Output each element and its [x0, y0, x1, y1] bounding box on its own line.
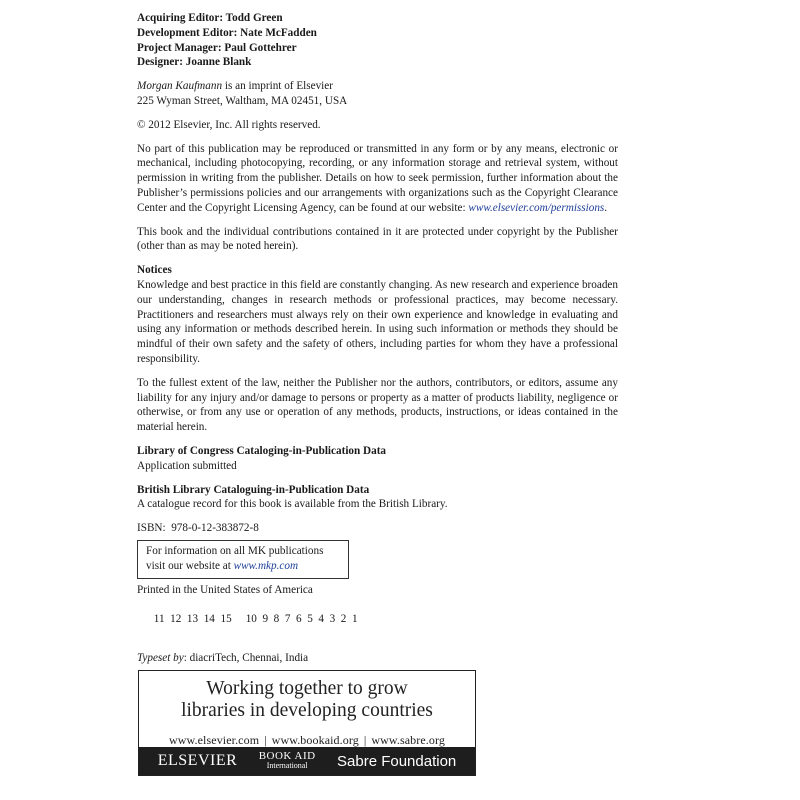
credit-project-manager: Project Manager: Paul Gottehrer: [137, 41, 297, 54]
typeset-text: : diacriTech, Chennai, India: [183, 651, 309, 664]
credit-acquiring-editor: Acquiring Editor: Todd Green: [137, 12, 283, 24]
mk-info-box: [137, 540, 349, 579]
banner-title: [139, 678, 475, 722]
notices-paragraph-2: To the fullest extent of the law, neither the Publisher nor the authors, contributors, or editors, assume any liability for any injury and/or damage to persons or property as a matter of products liability, negligence or otherwise, or from any use or operation of any methods, products, instructions, or ideas contained in the material herein.: [137, 376, 618, 434]
elsevier-logo: ELSEVIER: [157, 752, 238, 769]
banner-url-bookaid[interactable]: www.bookaid.org: [271, 733, 359, 747]
printed-line: Printed in the United States of America: [137, 583, 313, 596]
banner-logo-bar: [139, 747, 475, 775]
imprint-block: [137, 79, 618, 109]
banner-urls: [139, 733, 475, 748]
mk-info-line-1: For information on all MK publications: [146, 544, 324, 557]
banner-separator: |: [264, 733, 267, 747]
banner-url-sabre[interactable]: www.sabre.org: [371, 733, 445, 747]
credits-block: [137, 11, 618, 70]
notices-paragraph-1: Knowledge and best practice in this field are constantly changing. As new research and experience broaden our understanding, changes in research methods or professional practices, may become necessary. Practitioners and researchers must always rely on their own experience and knowledge in evaluating and using any information or methods described herein. In using such information or methods they should be mindful of their own safety and the safety of others, including parties for whom they have a professional responsibility.: [137, 278, 618, 365]
sabre-foundation-logo: Sabre Foundation: [337, 752, 457, 770]
permissions-end: .: [604, 201, 608, 214]
book-aid-banner: [138, 670, 476, 776]
print-numbers: 10 9 8 7 6 5 4 3 2 1: [245, 613, 358, 626]
banner-title-line-1: Working together to grow: [206, 678, 408, 699]
typeset-label: Typeset by: [137, 651, 184, 664]
printed-block: [137, 583, 618, 642]
permissions-text: No part of this publication may be reproduced or transmitted in any form or by any means, electronic or mechanical, including photocopying, recording, or any information storage and retrieval system, without permission in writing from the publisher. Details on how to seek permission, further information about the Publisher’s permissions policies and our arrangements with organizations such as the Copyright Clearance Center and the Copyright Licensing Agency, can be found at our website:: [137, 142, 618, 214]
loc-heading: Library of Congress Cataloging-in-Publication Data: [137, 444, 387, 457]
british-library-section: [137, 483, 618, 513]
book-aid-logo-top: BOOK AID: [258, 750, 316, 762]
isbn: ISBN: 978-0-12-383872-8: [137, 522, 259, 535]
credit-development-editor: Development Editor: Nate McFadden: [137, 26, 317, 39]
typeset-line: [137, 651, 618, 666]
notices-heading: Notices: [137, 264, 172, 277]
print-years: 11 12 13 14 15: [153, 613, 232, 626]
imprint-address: 225 Wyman Street, Waltham, MA 02451, USA: [137, 94, 348, 107]
imprint-rest: is an imprint of Elsevier: [222, 80, 333, 93]
banner-url-elsevier[interactable]: www.elsevier.com: [169, 733, 260, 747]
permissions-link[interactable]: www.elsevier.com/permissions: [468, 201, 605, 214]
copyright-page: [137, 11, 618, 665]
mk-info-line-2: visit our website at: [146, 559, 234, 572]
british-library-heading: British Library Cataloguing-in-Publication Data: [137, 483, 370, 496]
imprint-name: Morgan Kaufmann: [137, 80, 223, 93]
book-aid-logo-bottom: International: [266, 761, 308, 770]
loc-text: Application submitted: [137, 459, 237, 472]
banner-separator: |: [363, 733, 367, 747]
copyright-notice: © 2012 Elsevier, Inc. All rights reserved.: [137, 118, 321, 131]
british-library-text: A catalogue record for this book is available from the British Library.: [137, 498, 448, 511]
permissions-paragraph: [137, 142, 618, 216]
credit-designer: Designer: Joanne Blank: [137, 56, 252, 69]
mk-website-link[interactable]: www.mkp.com: [233, 559, 299, 572]
banner-title-line-2: libraries in developing countries: [181, 700, 433, 721]
loc-section: [137, 444, 618, 474]
contributions-paragraph: This book and the individual contributions contained in it are protected under copyright by the Publisher (other than as may be noted herein).: [137, 225, 618, 253]
book-aid-logo: [259, 751, 316, 771]
notices-section: [137, 263, 618, 435]
